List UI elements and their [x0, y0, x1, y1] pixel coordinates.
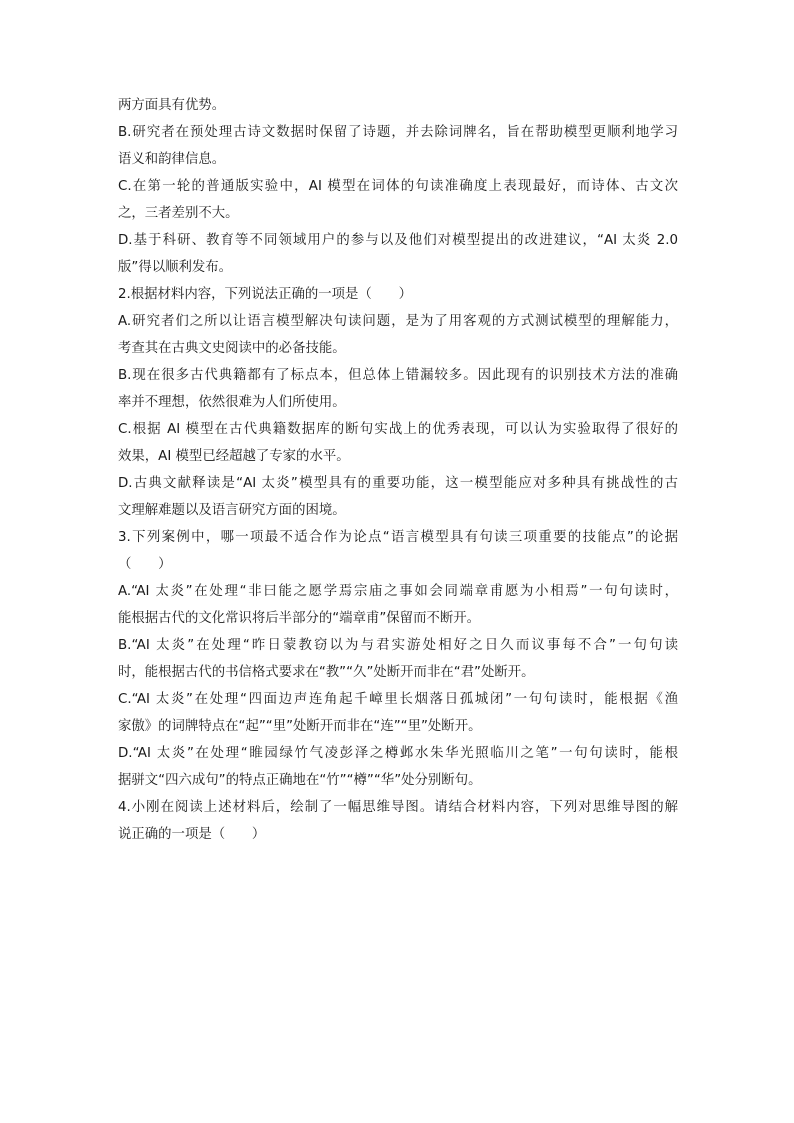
text-line: D.古典文献释读是“AI 太炎”模型具有的重要功能，这一模型能应对多种具有挑战性的古 [118, 476, 678, 491]
text-line: 率并不理想，依然很难为人们所使用。 [118, 395, 346, 410]
text-line: 说正确的一项是（ ） [118, 827, 266, 842]
text-line: 效果，AI 模型已经超越了专家的水平。 [118, 449, 350, 464]
text-line: B.“AI 太炎”在处理“昨日蒙教窃以为与君实游处相好之日久而议事每不合”一句句读 [118, 638, 678, 653]
question-text-block [118, 92, 678, 848]
text-line: C.根据 AI 模型在古代典籍数据库的断句实战上的优秀表现，可以认为实验取得了很好的 [118, 422, 678, 437]
text-line: D.“AI 太炎”在处理“睢园绿竹气凌彭泽之樽邺水朱华光照临川之笔”一句句读时，能根 [118, 746, 678, 761]
text-line: 文理解难题以及语言研究方面的困境。 [118, 503, 346, 518]
text-line: 版”得以顺利发布。 [118, 260, 233, 275]
text-line: 之，三者差别不大。 [118, 206, 239, 221]
text-line: （ ） [118, 557, 172, 572]
text-line: 考查其在古典文史阅读中的必备技能。 [118, 341, 346, 356]
text-line: B.现在很多古代典籍都有了标点本，但总体上错漏较多。因此现有的识别技术方法的准确 [118, 368, 678, 383]
text-line: 4.小刚在阅读上述材料后，绘制了一幅思维导图。请结合材料内容，下列对思维导图的解 [118, 800, 678, 815]
text-line: 3.下列案例中，哪一项最不适合作为论点“语言模型具有句读三项重要的技能点”的论据 [118, 530, 678, 545]
text-line: A.研究者们之所以让语言模型解决句读问题，是为了用客观的方式测试模型的理解能力， [118, 314, 678, 329]
text-line: C.在第一轮的普通版实验中，AI 模型在词体的句读准确度上表现最好，而诗体、古文次 [118, 179, 678, 194]
text-line: 时，能根据古代的书信格式要求在“教”“久”处断开而非在“君”处断开。 [118, 665, 535, 680]
text-line: C.“AI 太炎”在处理“四面边声连角起千嶂里长烟落日孤城闭”一句句读时，能根据《渔 [118, 692, 678, 707]
text-line: 语义和韵律信息。 [118, 152, 226, 167]
text-line: 2.根据材料内容，下列说法正确的一项是（ ） [118, 287, 412, 302]
text-line: 两方面具有优势。 [118, 98, 226, 113]
text-line: A.“AI 太炎”在处理“非曰能之愿学焉宗庙之事如会同端章甫愿为小相焉”一句句读时， [118, 584, 678, 599]
text-line: 能根据古代的文化常识将后半部分的“端章甫”保留而不断开。 [118, 611, 481, 626]
text-line: 家傲》的词牌特点在“起”“里”处断开而非在“连”“里”处断开。 [118, 719, 482, 734]
text-line: 据骈文“四六成句”的特点正确地在“竹”“樽”“华”处分别断句。 [118, 773, 482, 788]
text-line: B.研究者在预处理古诗文数据时保留了诗题，并去除词牌名，旨在帮助模型更顺利地学习 [118, 125, 678, 140]
text-line: D.基于科研、教育等不同领域用户的参与以及他们对模型提出的改进建议，“AI 太炎 2.0 [118, 233, 678, 248]
